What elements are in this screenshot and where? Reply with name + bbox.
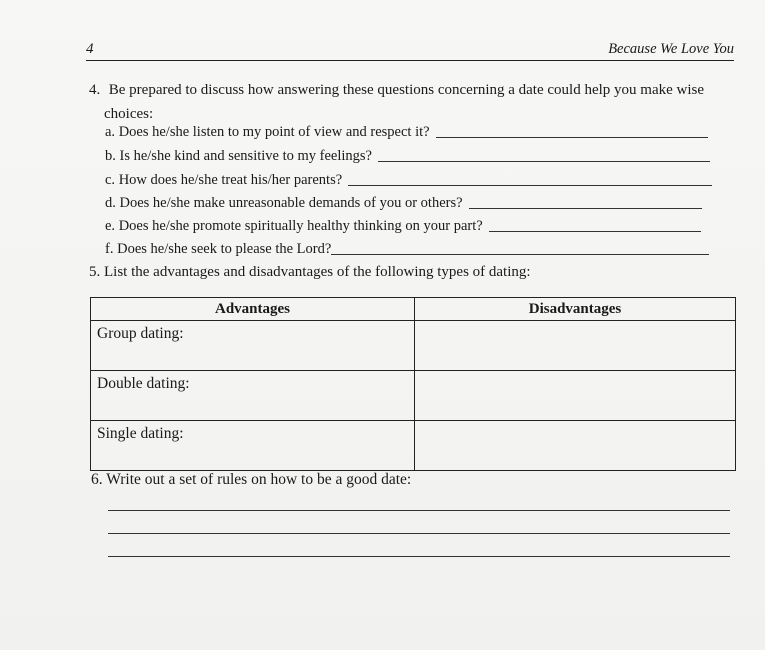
dating-types-table bbox=[90, 297, 736, 471]
writing-line-1[interactable] bbox=[108, 510, 730, 511]
question-4 bbox=[89, 78, 735, 126]
question-4d bbox=[105, 195, 702, 212]
disadvantages-cell[interactable] bbox=[415, 421, 736, 471]
header-advantages: Advantages bbox=[91, 298, 415, 321]
table-row bbox=[91, 371, 736, 421]
item-text: Is he/she kind and sensitive to my feelings? bbox=[119, 148, 372, 164]
question-4b bbox=[105, 148, 710, 165]
answer-line-f[interactable] bbox=[331, 254, 709, 255]
item-label: b. bbox=[105, 148, 116, 164]
question-5 bbox=[89, 264, 531, 281]
item-text: Does he/she promote spiritually healthy thinking on your part? bbox=[118, 218, 483, 234]
answer-line-b[interactable] bbox=[378, 161, 710, 162]
answer-line-a[interactable] bbox=[436, 137, 708, 138]
table-row bbox=[91, 321, 736, 371]
question-6 bbox=[91, 471, 411, 489]
answer-line-d[interactable] bbox=[469, 208, 702, 209]
answer-line-e[interactable] bbox=[489, 231, 701, 232]
question-4a bbox=[105, 124, 708, 141]
disadvantages-cell[interactable] bbox=[415, 371, 736, 421]
item-label: e. bbox=[105, 218, 116, 234]
question-text: Be prepared to discuss how answering these questions concerning a date could help you make wise bbox=[108, 82, 705, 98]
item-text: How does he/she treat his/her parents? bbox=[118, 172, 343, 188]
item-label: f. bbox=[105, 241, 114, 257]
item-label: a. bbox=[105, 124, 116, 140]
table-header-row bbox=[91, 298, 736, 321]
row-single-dating[interactable]: Single dating: bbox=[91, 421, 415, 471]
item-text: Does he/she make unreasonable demands of you or others? bbox=[119, 195, 463, 211]
writing-line-2[interactable] bbox=[108, 533, 730, 534]
header-disadvantages: Disadvantages bbox=[415, 298, 736, 321]
page-number: 4 bbox=[86, 41, 94, 57]
item-label: d. bbox=[105, 195, 116, 211]
question-4c bbox=[105, 172, 712, 189]
page-header bbox=[86, 38, 734, 61]
question-text-continued: choices: bbox=[104, 106, 154, 122]
table-row bbox=[91, 421, 736, 471]
question-number: 6. bbox=[91, 471, 103, 488]
question-number: 4. bbox=[89, 82, 101, 98]
item-text: Does he/she listen to my point of view and respect it? bbox=[118, 124, 430, 140]
writing-line-3[interactable] bbox=[108, 556, 730, 557]
question-4f bbox=[105, 241, 709, 258]
answer-line-c[interactable] bbox=[348, 185, 712, 186]
row-double-dating[interactable]: Double dating: bbox=[91, 371, 415, 421]
question-4e bbox=[105, 218, 701, 235]
disadvantages-cell[interactable] bbox=[415, 321, 736, 371]
item-text: Does he/she seek to please the Lord? bbox=[117, 241, 332, 257]
question-number: 5. bbox=[89, 264, 101, 280]
question-text: List the advantages and disadvantages of the following types of dating: bbox=[104, 264, 531, 280]
item-label: c. bbox=[105, 172, 116, 188]
row-group-dating[interactable]: Group dating: bbox=[91, 321, 415, 371]
question-text: Write out a set of rules on how to be a good date: bbox=[106, 471, 412, 488]
book-title: Because We Love You bbox=[608, 41, 734, 57]
